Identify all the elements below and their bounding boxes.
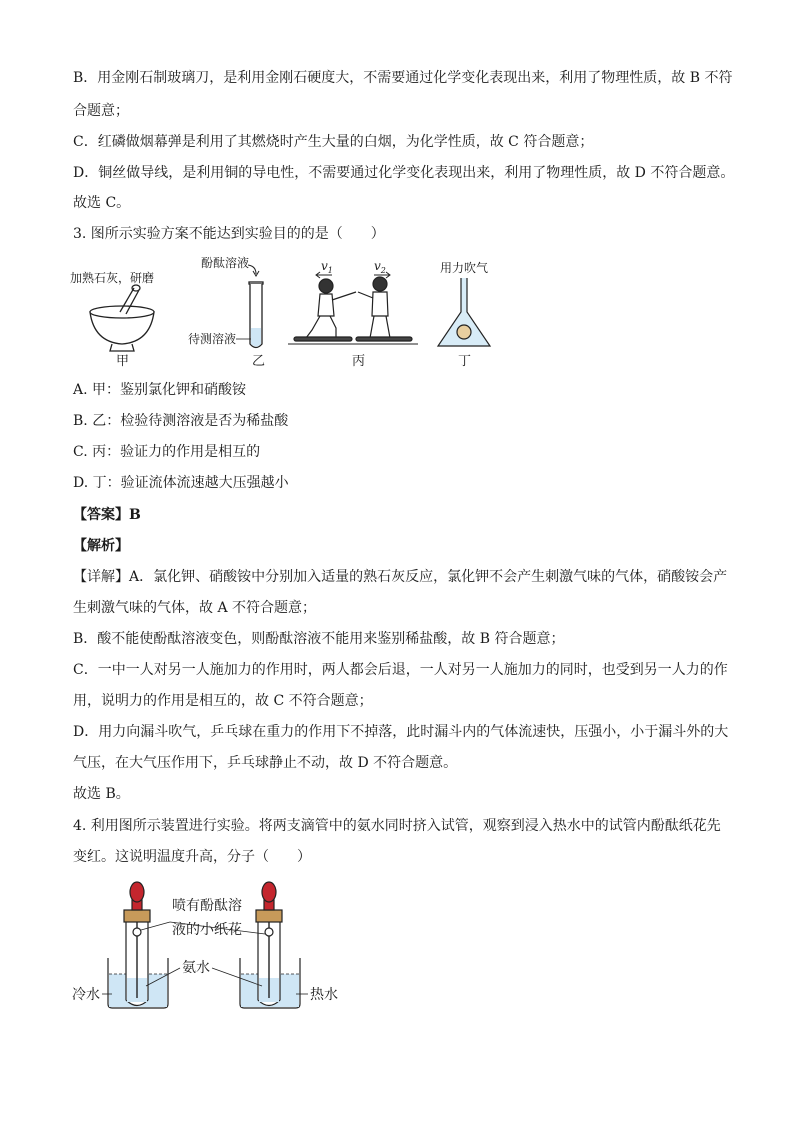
text-line: D．铜丝做导线，是利用铜的导电性，不需要通过化学变化表现出来，利用了物理性质，故 D 不符合题意。 — [73, 165, 735, 181]
label-hot-water: 热水 — [310, 987, 338, 1003]
figure-q3 — [68, 250, 498, 372]
yi-side-label: 待测溶液 — [188, 332, 237, 346]
person-right-icon — [356, 277, 412, 341]
analysis-heading: 【解析】 — [73, 538, 129, 554]
dropper-bulb — [130, 882, 144, 902]
ding-top-label: 用力吹气 — [440, 261, 489, 275]
figure-q4 — [70, 878, 360, 1018]
yi-label: 乙 — [252, 354, 266, 369]
jia-label: 甲 — [116, 354, 130, 369]
test-tube-right-icon — [256, 882, 282, 1006]
answer-heading: 【答案】B — [73, 507, 141, 523]
test-tube-left-icon — [124, 882, 150, 1006]
label-ammonia: 氨水 — [182, 960, 210, 976]
text-line: C．一中一人对另一人施加力的作用时，两人都会后退，一人对另一人施加力的同时，也受到另一人力的作 — [73, 662, 728, 678]
label-cold-water: 冷水 — [72, 987, 100, 1003]
bing-label: 丙 — [352, 354, 366, 369]
text-line: 用，说明力的作用是相互的，故 C 不符合题意； — [73, 693, 373, 709]
text-line: 变红。这说明温度升高，分子（ ） — [73, 849, 311, 865]
test-tube-icon — [249, 282, 263, 348]
cork — [124, 910, 150, 922]
text-line: 合题意； — [73, 103, 129, 119]
text-line: 故选 C。 — [73, 195, 131, 211]
arrow-icon — [248, 265, 256, 274]
ding-label: 丁 — [458, 354, 472, 369]
funnel-icon — [438, 278, 490, 346]
mortar-icon — [90, 285, 154, 351]
option-c: C. 丙：验证力的作用是相互的 — [73, 444, 261, 460]
option-a: A. 甲：鉴别氯化钾和硝酸铵 — [73, 382, 247, 398]
paper-flower — [133, 928, 141, 936]
text-line: 生刺激气味的气体，故 A 不符合题意； — [73, 600, 317, 616]
paper-flower — [265, 928, 273, 936]
text-line: C．红磷做烟幕弹是利用了其燃烧时产生大量的白烟，为化学性质，故 C 符合题意； — [73, 134, 594, 150]
question-4-stem: 4. 利用图所示装置进行实验。将两支滴管中的氨水同时挤入试管，观察到浸入热水中的试管内酚酞纸花先 — [73, 818, 721, 834]
yi-top-label: 酚酞溶液 — [201, 256, 250, 270]
option-b: B. 乙：检验待测溶液是否为稀盐酸 — [73, 413, 289, 429]
text-line: 故选 B。 — [73, 786, 130, 802]
v2-label: $v_2$ — [374, 259, 386, 275]
label-paper-flower-2: 液的小纸花 — [172, 922, 242, 938]
dropper-bulb — [262, 882, 276, 902]
ping-pong-ball — [457, 325, 471, 339]
label-paper-flower: 喷有酚酞溶 — [172, 898, 242, 914]
jia-caption: 加熟石灰，研磨 — [70, 271, 155, 285]
text-line: D．用力向漏斗吹气，乒乓球在重力的作用下不掉落，此时漏斗内的气体流速快，压强小，小于漏斗外的大 — [73, 724, 729, 740]
text-line: 气压，在大气压作用下，乒乓球静止不动，故 D 不符合题意。 — [73, 755, 458, 771]
liquid-fill — [251, 328, 261, 347]
option-d: D. 丁：验证流体流速越大压强越小 — [73, 475, 289, 491]
text-line: B．酸不能使酚酞溶液变色，则酚酞溶液不能用来鉴别稀盐酸，故 B 符合题意； — [73, 631, 565, 647]
person-left-icon — [294, 279, 356, 341]
v1-label: $v_1$ — [321, 259, 333, 275]
question-3-stem: 3. 图所示实验方案不能达到实验目的的是（ ） — [73, 226, 385, 242]
text-line: 【详解】A．氯化钾、硝酸铵中分别加入适量的熟石灰反应，氯化钾不会产生刺激气味的气体，硝酸铵会产 — [73, 569, 728, 585]
text-line: B．用金刚石制玻璃刀，是利用金刚石硬度大，不需要通过化学变化表现出来，利用了物理性质，故 B 不符 — [73, 70, 733, 86]
cork — [256, 910, 282, 922]
